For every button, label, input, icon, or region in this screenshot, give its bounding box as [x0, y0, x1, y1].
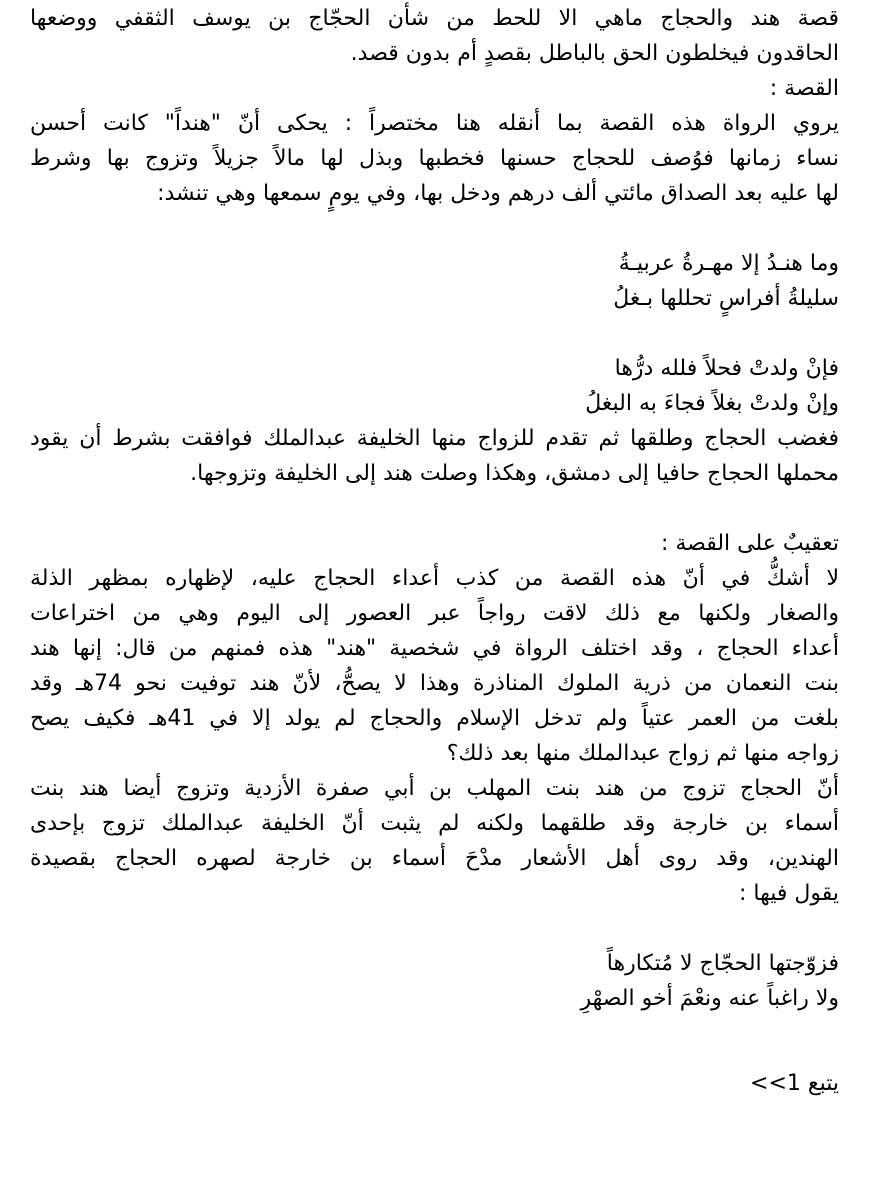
- commentary-line: بلغت من العمر عتياً ولم تدخل الإسلام والحجاج لم يولد إلا في 41هـ فكيف يصح: [30, 706, 839, 731]
- story-poem-1: [30, 246, 839, 316]
- commentary-line: والصغار ولكنها مع ذلك لاقت رواجاً عبر العصور إلى اليوم وهي من اختراعات: [30, 601, 839, 626]
- spacer: [30, 911, 839, 946]
- story-ending-line-1: فغضب الحجاج وطلقها ثم تقدم للزواج منها الخليفة عبدالملك فوافقت بشرط أن يقود: [30, 426, 839, 451]
- commentary-paragraph-2: [30, 771, 839, 911]
- poem-verse: فزوّجتها الحجّاج لا مُتكارهاً: [606, 951, 839, 976]
- poem-verse: ولا راغباً عنه ونعْمَ أخو الصهْرِ: [580, 986, 839, 1011]
- story-line-1: يروي الرواة هذه القصة بما أنقله هنا مختصراً : يحكى أنّ "هنداً" كانت أحسن: [30, 111, 839, 136]
- poem-verse: سليلةُ أفراسٍ تحللها بـغلُ: [613, 286, 839, 311]
- commentary-line: أعداء الحجاج ، وقد اختلف الرواة في شخصية "هند" هذه فمنهم من قال: إنها هند: [30, 636, 839, 661]
- spacer: [30, 316, 839, 351]
- story-line-3: لها عليه بعد الصداق مائتي ألف درهم ودخل بها، وفي يومٍ سمعها وهي تنشد:: [157, 181, 839, 206]
- story-line-2: نساء زمانها فوُصف للحجاج حسنها فخطبها وبذل لها مالاً جزيلاً وتزوج بها وشرط: [30, 146, 839, 171]
- story-paragraph: [30, 106, 839, 211]
- spacer: [30, 491, 839, 526]
- commentary-line: الهندين، وقد روى أهل الأشعار مدْحَ أسماء بن خارجة لصهره الحجاج بقصيدة: [30, 846, 839, 871]
- commentary-line: بنت النعمان من ذرية الملوك المناذرة وهذا لا يصحُّ، لأنّ هند توفيت نحو 74هـ وقد: [30, 671, 840, 696]
- story-heading: القصة :: [769, 76, 839, 101]
- commentary-line: أنّ الحجاج تزوج من هند بنت المهلب بن أبي صفرة الأزدية وتزوج أيضا هند بنت: [30, 776, 839, 801]
- commentary-poem: [30, 946, 839, 1016]
- poem-verse: وإنْ ولدتْ بغلاً فجاءَ به البغلُ: [585, 391, 839, 416]
- spacer: [30, 1016, 839, 1062]
- story-ending-line-2: محملها الحجاج حافيا إلى دمشق، وهكذا وصلت هند إلى الخليفة وتزوجها.: [190, 461, 839, 486]
- spacer: [30, 211, 839, 246]
- story-ending-paragraph: [30, 421, 839, 491]
- continued-note: يتبع 1>>: [750, 1071, 839, 1096]
- poem-verse: وما هنـدُ إلا مهـرةُ عربيـةُ: [618, 251, 839, 276]
- commentary-line: يقول فيها :: [739, 881, 839, 906]
- commentary-line: زواجه منها ثم زواج عبدالملك منها بعد ذلك؟: [446, 741, 839, 766]
- commentary-line: أسماء بن خارجة وقد طلقهما ولكنه لم يثبت أنّ الخليفة عبدالملك تزوج بإحدى: [30, 811, 839, 836]
- commentary-paragraph-1: [30, 561, 839, 771]
- poem-verse: فإنْ ولدتْ فحلاً فلله درُّها: [614, 356, 839, 381]
- intro-paragraph: [30, 0, 839, 71]
- intro-line-2: الحاقدون فيخلطون الحق بالباطل بقصدٍ أم بدون قصد.: [350, 41, 839, 66]
- commentary-line: لا أشكُّ في أنّ هذه القصة من كذب أعداء الحجاج عليه، لإظهاره بمظهر الذلة: [30, 566, 839, 591]
- commentary-heading: تعقيبٌ على القصة :: [660, 531, 839, 556]
- story-poem-2: [30, 351, 839, 421]
- intro-line-1: قصة هند والحجاج ماهي الا للحط من شأن الحجّاج بن يوسف الثقفي ووضعها: [30, 6, 839, 31]
